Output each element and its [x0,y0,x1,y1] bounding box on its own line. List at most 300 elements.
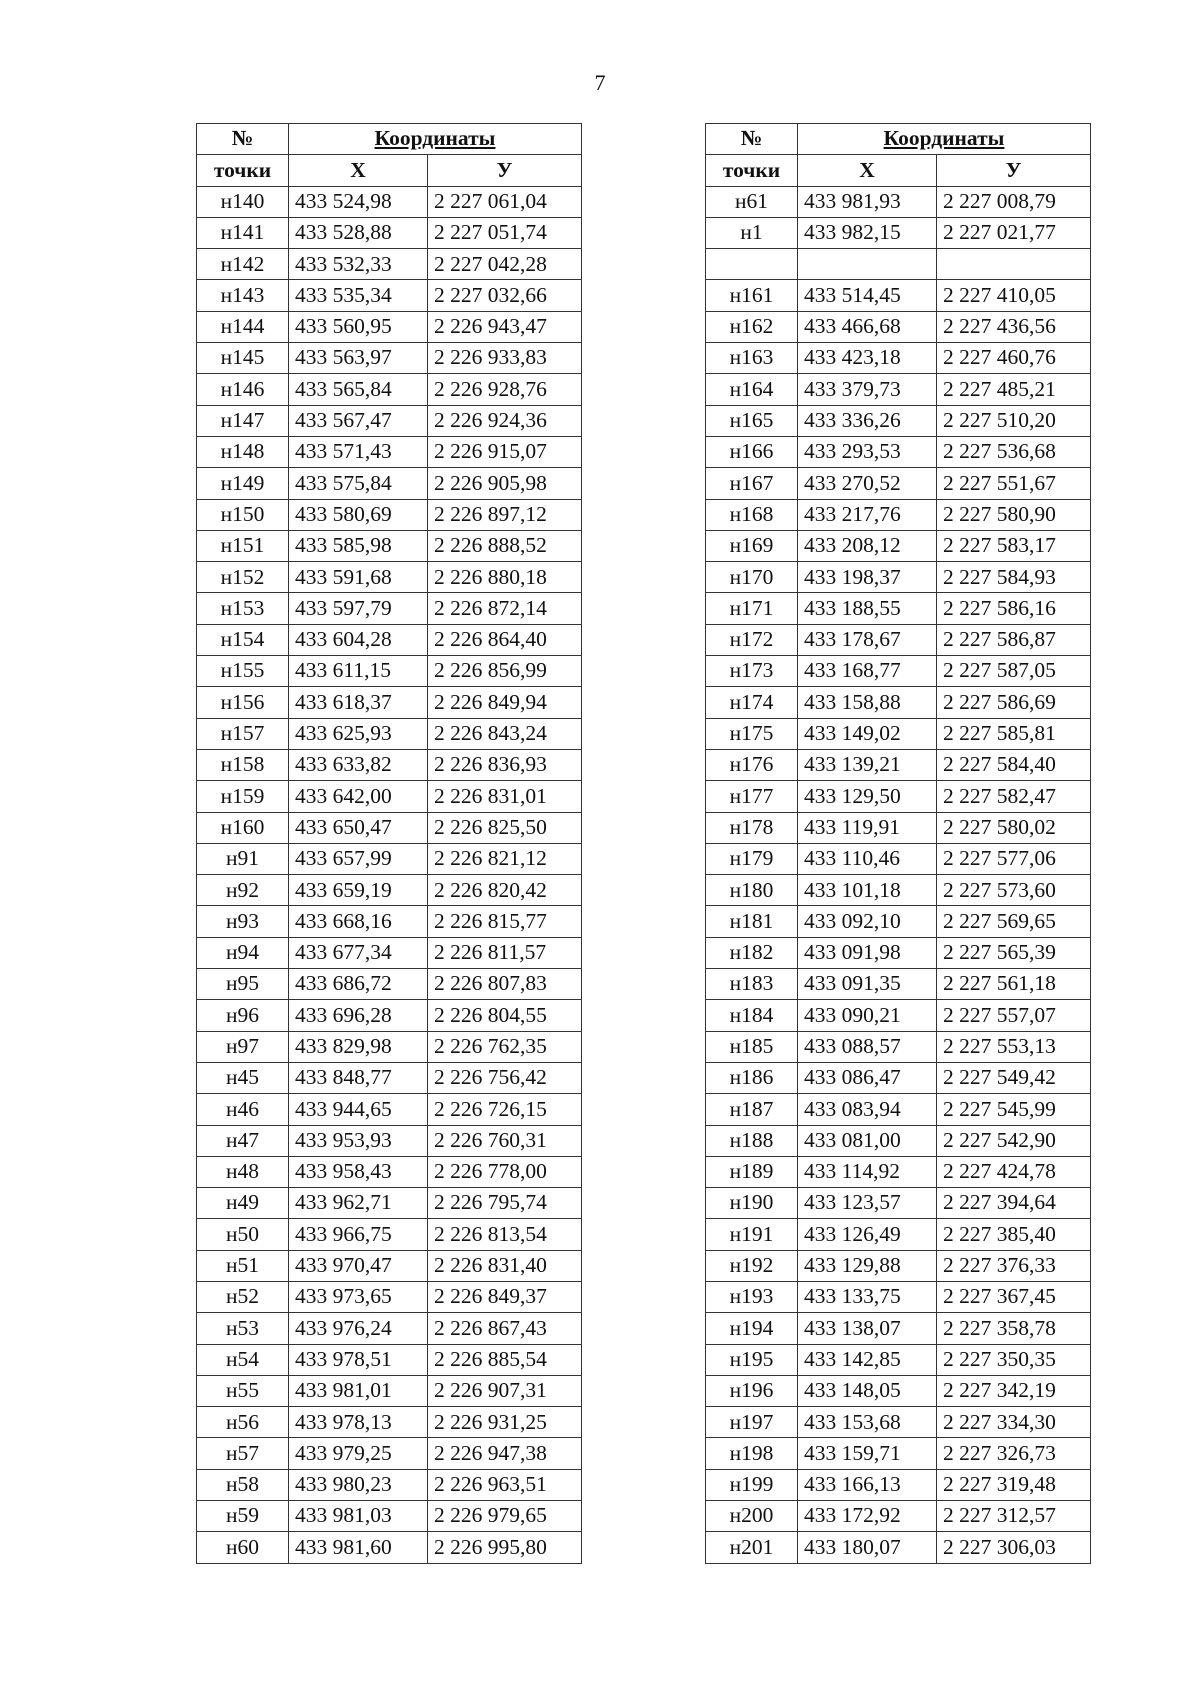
table-header-row [197,124,582,155]
x-cell: 433 597,79 [289,593,428,624]
point-cell: н55 [197,1375,289,1406]
x-cell: 433 149,02 [798,718,937,749]
table-row [197,311,582,342]
point-cell: н162 [706,311,798,342]
y-cell: 2 226 815,77 [428,906,582,937]
point-cell [706,249,798,280]
x-cell: 433 981,93 [798,186,937,217]
point-cell: н178 [706,812,798,843]
table-row [197,1250,582,1281]
y-cell [937,249,1091,280]
table-row [197,1469,582,1500]
y-cell: 2 226 726,15 [428,1094,582,1125]
x-cell: 433 514,45 [798,280,937,311]
x-cell: 433 970,47 [289,1250,428,1281]
y-cell: 2 226 760,31 [428,1125,582,1156]
x-cell: 433 848,77 [289,1062,428,1093]
point-cell: н188 [706,1125,798,1156]
x-cell: 433 659,19 [289,875,428,906]
table-row [197,1125,582,1156]
x-cell: 433 129,88 [798,1250,937,1281]
point-cell: н158 [197,749,289,780]
table-row [706,749,1091,780]
point-cell: н161 [706,280,798,311]
table-row [197,781,582,812]
point-cell: н60 [197,1532,289,1563]
point-cell: н159 [197,781,289,812]
point-cell: н160 [197,812,289,843]
y-cell: 2 226 821,12 [428,843,582,874]
y-cell: 2 226 872,14 [428,593,582,624]
y-cell: 2 226 849,37 [428,1281,582,1312]
x-cell: 433 524,98 [289,186,428,217]
y-cell: 2 226 836,93 [428,749,582,780]
table-row [706,843,1091,874]
y-cell: 2 227 549,42 [937,1062,1091,1093]
x-cell: 433 090,21 [798,1000,937,1031]
y-cell: 2 227 584,93 [937,562,1091,593]
point-cell: н47 [197,1125,289,1156]
point-cell: н154 [197,624,289,655]
table-row [706,1344,1091,1375]
point-cell: н196 [706,1375,798,1406]
x-cell: 433 611,15 [289,656,428,687]
table-row [706,1532,1091,1563]
point-cell: н148 [197,436,289,467]
y-cell: 2 227 545,99 [937,1094,1091,1125]
y-cell: 2 227 580,02 [937,812,1091,843]
x-cell: 433 565,84 [289,374,428,405]
point-cell: н50 [197,1219,289,1250]
table-row [197,593,582,624]
y-cell: 2 227 561,18 [937,969,1091,1000]
point-cell: н45 [197,1062,289,1093]
table-row [197,1532,582,1563]
y-cell: 2 226 756,42 [428,1062,582,1093]
x-cell: 433 138,07 [798,1313,937,1344]
table-row [706,656,1091,687]
y-cell: 2 226 864,40 [428,624,582,655]
x-cell: 433 696,28 [289,1000,428,1031]
point-cell: н195 [706,1344,798,1375]
y-cell: 2 226 807,83 [428,969,582,1000]
y-cell: 2 227 367,45 [937,1281,1091,1312]
y-cell: 2 227 312,57 [937,1501,1091,1532]
x-cell: 433 591,68 [289,562,428,593]
table-row [706,1188,1091,1219]
x-cell: 433 575,84 [289,468,428,499]
table-row [706,1156,1091,1187]
x-cell: 433 270,52 [798,468,937,499]
x-cell: 433 981,01 [289,1375,428,1406]
x-cell: 433 979,25 [289,1438,428,1469]
x-cell: 433 423,18 [798,343,937,374]
table-header-row [706,124,1091,155]
point-cell: н52 [197,1281,289,1312]
coordinates-table-right [705,123,1091,1564]
point-cell: н156 [197,687,289,718]
table-row [197,1062,582,1093]
y-cell: 2 226 943,47 [428,311,582,342]
y-cell: 2 227 326,73 [937,1438,1091,1469]
table-row [706,1281,1091,1312]
x-cell: 433 336,26 [798,405,937,436]
table-row [706,343,1091,374]
x-cell: 433 198,37 [798,562,937,593]
point-cell: н140 [197,186,289,217]
table-row [197,687,582,718]
x-cell: 433 133,75 [798,1281,937,1312]
table-row [706,311,1091,342]
point-cell: н152 [197,562,289,593]
table-row [197,1501,582,1532]
y-cell: 2 227 358,78 [937,1313,1091,1344]
table-row [706,969,1091,1000]
table-row [706,186,1091,217]
table-row [706,687,1091,718]
y-cell: 2 227 580,90 [937,499,1091,530]
x-cell: 433 158,88 [798,687,937,718]
x-cell: 433 677,34 [289,937,428,968]
y-cell: 2 226 924,36 [428,405,582,436]
x-cell: 433 585,98 [289,530,428,561]
y-cell: 2 226 915,07 [428,436,582,467]
x-cell: 433 563,97 [289,343,428,374]
y-cell: 2 227 350,35 [937,1344,1091,1375]
x-cell: 433 208,12 [798,530,937,561]
point-cell: н142 [197,249,289,280]
x-cell: 433 978,13 [289,1407,428,1438]
x-cell: 433 642,00 [289,781,428,812]
x-cell: 433 958,43 [289,1156,428,1187]
y-cell: 2 227 586,69 [937,687,1091,718]
point-cell: н169 [706,530,798,561]
table-row [197,1438,582,1469]
point-cell: н94 [197,937,289,968]
x-cell: 433 973,65 [289,1281,428,1312]
table-row [706,1000,1091,1031]
table-row [706,593,1091,624]
y-cell: 2 227 565,39 [937,937,1091,968]
y-cell: 2 226 825,50 [428,812,582,843]
point-cell: н61 [706,186,798,217]
table-row [706,530,1091,561]
table-row [197,1219,582,1250]
y-cell: 2 226 811,57 [428,937,582,968]
table-row [197,969,582,1000]
table-row [197,562,582,593]
table-row [197,1031,582,1062]
table-row [706,781,1091,812]
table-row [706,937,1091,968]
y-cell: 2 227 583,17 [937,530,1091,561]
y-cell: 2 226 778,00 [428,1156,582,1187]
y-column-header: У [937,155,1091,186]
x-cell: 433 139,21 [798,749,937,780]
point-cell: н173 [706,656,798,687]
y-cell: 2 227 008,79 [937,186,1091,217]
x-cell: 433 153,68 [798,1407,937,1438]
table-row [706,1062,1091,1093]
table-row [197,280,582,311]
point-cell: н143 [197,280,289,311]
x-cell: 433 126,49 [798,1219,937,1250]
point-cell: н144 [197,311,289,342]
x-cell: 433 466,68 [798,311,937,342]
point-number-header [706,124,798,155]
x-cell: 433 535,34 [289,280,428,311]
x-cell: 433 976,24 [289,1313,428,1344]
point-cell: н91 [197,843,289,874]
y-cell: 2 226 963,51 [428,1469,582,1500]
y-cell: 2 226 856,99 [428,656,582,687]
y-cell: 2 226 762,35 [428,1031,582,1062]
point-cell: н147 [197,405,289,436]
point-cell: н185 [706,1031,798,1062]
y-cell: 2 227 569,65 [937,906,1091,937]
table-row [197,1375,582,1406]
table-row [197,1156,582,1187]
point-cell: н197 [706,1407,798,1438]
point-cell: н175 [706,718,798,749]
table-row [197,1188,582,1219]
x-cell: 433 379,73 [798,374,937,405]
y-cell: 2 227 460,76 [937,343,1091,374]
table-row [706,436,1091,467]
x-cell: 433 980,23 [289,1469,428,1500]
x-cell: 433 528,88 [289,217,428,248]
coordinates-table-body [706,186,1091,1563]
table-row [706,1250,1091,1281]
point-cell: н93 [197,906,289,937]
x-cell: 433 532,33 [289,249,428,280]
y-cell: 2 226 831,40 [428,1250,582,1281]
x-cell: 433 982,15 [798,217,937,248]
point-cell: н174 [706,687,798,718]
table-row [706,906,1091,937]
y-cell: 2 227 587,05 [937,656,1091,687]
point-cell: н199 [706,1469,798,1500]
x-cell: 433 650,47 [289,812,428,843]
y-cell: 2 226 813,54 [428,1219,582,1250]
y-cell: 2 226 885,54 [428,1344,582,1375]
point-cell: н57 [197,1438,289,1469]
x-cell: 433 668,16 [289,906,428,937]
x-cell: 433 567,47 [289,405,428,436]
x-cell: 433 953,93 [289,1125,428,1156]
point-label-header: точки [197,155,289,186]
point-cell: н193 [706,1281,798,1312]
y-cell: 2 226 804,55 [428,1000,582,1031]
table-row [706,1407,1091,1438]
y-cell: 2 227 485,21 [937,374,1091,405]
point-number-header [197,124,289,155]
x-cell: 433 625,93 [289,718,428,749]
x-column-header: Х [798,155,937,186]
x-cell: 433 168,77 [798,656,937,687]
point-cell: н97 [197,1031,289,1062]
point-cell: н157 [197,718,289,749]
point-cell: н172 [706,624,798,655]
table-row [197,343,582,374]
point-cell: н181 [706,906,798,937]
table-row [197,499,582,530]
y-cell: 2 227 032,66 [428,280,582,311]
table-row [197,1000,582,1031]
x-cell: 433 119,91 [798,812,937,843]
y-cell: 2 227 585,81 [937,718,1091,749]
y-cell: 2 227 385,40 [937,1219,1091,1250]
x-cell: 433 086,47 [798,1062,937,1093]
x-cell: 433 114,92 [798,1156,937,1187]
point-cell: н48 [197,1156,289,1187]
table-row [706,1031,1091,1062]
y-cell: 2 227 334,30 [937,1407,1091,1438]
coordinates-table-body [197,186,582,1563]
table-row [197,749,582,780]
x-cell: 433 571,43 [289,436,428,467]
table-row [197,468,582,499]
point-cell: н168 [706,499,798,530]
x-cell: 433 083,94 [798,1094,937,1125]
table-row [197,405,582,436]
x-cell: 433 101,18 [798,875,937,906]
point-cell: н182 [706,937,798,968]
x-column-header: Х [289,155,428,186]
point-cell: н151 [197,530,289,561]
x-cell: 433 944,65 [289,1094,428,1125]
point-cell: н53 [197,1313,289,1344]
point-cell: н163 [706,343,798,374]
table-row [706,499,1091,530]
table-row [197,843,582,874]
table-row [706,468,1091,499]
point-cell: н186 [706,1062,798,1093]
point-cell: н141 [197,217,289,248]
table-row [706,249,1091,280]
x-cell: 433 110,46 [798,843,937,874]
x-cell: 433 293,53 [798,436,937,467]
y-cell: 2 227 536,68 [937,436,1091,467]
table-row [197,875,582,906]
table-row [706,624,1091,655]
y-cell: 2 226 928,76 [428,374,582,405]
coordinates-header: Координаты [289,124,582,155]
table-row [706,374,1091,405]
y-cell: 2 227 376,33 [937,1250,1091,1281]
table-row [197,656,582,687]
x-cell: 433 829,98 [289,1031,428,1062]
number-sign-label: № [740,126,763,151]
table-row [197,1094,582,1125]
y-cell: 2 227 410,05 [937,280,1091,311]
point-cell: н177 [706,781,798,812]
point-cell: н187 [706,1094,798,1125]
table-row [706,1375,1091,1406]
point-cell: н1 [706,217,798,248]
table-row [706,1469,1091,1500]
table-row [197,1281,582,1312]
y-cell: 2 226 897,12 [428,499,582,530]
point-cell: н150 [197,499,289,530]
table-row [706,875,1091,906]
x-cell: 433 217,76 [798,499,937,530]
table-row [706,718,1091,749]
x-cell: 433 580,69 [289,499,428,530]
x-cell: 433 560,95 [289,311,428,342]
point-cell: н95 [197,969,289,1000]
y-cell: 2 227 394,64 [937,1188,1091,1219]
y-cell: 2 226 888,52 [428,530,582,561]
x-cell: 433 686,72 [289,969,428,1000]
y-cell: 2 227 510,20 [937,405,1091,436]
point-cell: н96 [197,1000,289,1031]
table-row [197,374,582,405]
table-row [197,436,582,467]
point-cell: н49 [197,1188,289,1219]
point-cell: н192 [706,1250,798,1281]
y-column-header: У [428,155,582,186]
number-sign-label: № [231,126,254,151]
table-row [706,1125,1091,1156]
point-cell: н194 [706,1313,798,1344]
y-cell: 2 227 051,74 [428,217,582,248]
x-cell: 433 981,60 [289,1532,428,1563]
y-cell: 2 227 042,28 [428,249,582,280]
y-cell: 2 227 586,16 [937,593,1091,624]
x-cell: 433 091,98 [798,937,937,968]
point-cell: н58 [197,1469,289,1500]
point-cell: н171 [706,593,798,624]
y-cell: 2 227 342,19 [937,1375,1091,1406]
table-subheader-row [197,155,582,186]
y-cell: 2 227 424,78 [937,1156,1091,1187]
y-cell: 2 227 586,87 [937,624,1091,655]
x-cell: 433 178,67 [798,624,937,655]
table-row [197,1407,582,1438]
x-cell: 433 142,85 [798,1344,937,1375]
table-row [706,280,1091,311]
table-row [197,624,582,655]
table-row [197,217,582,248]
y-cell: 2 226 931,25 [428,1407,582,1438]
point-cell: н146 [197,374,289,405]
x-cell: 433 180,07 [798,1532,937,1563]
y-cell: 2 226 995,80 [428,1532,582,1563]
point-cell: н164 [706,374,798,405]
y-cell: 2 226 820,42 [428,875,582,906]
y-cell: 2 227 436,56 [937,311,1091,342]
x-cell: 433 088,57 [798,1031,937,1062]
y-cell: 2 227 061,04 [428,186,582,217]
x-cell: 433 129,50 [798,781,937,812]
table-subheader-row [706,155,1091,186]
x-cell [798,249,937,280]
table-row [706,562,1091,593]
y-cell: 2 227 582,47 [937,781,1091,812]
x-cell: 433 978,51 [289,1344,428,1375]
x-cell: 433 092,10 [798,906,937,937]
y-cell: 2 226 843,24 [428,718,582,749]
table-row [197,812,582,843]
table-row [197,937,582,968]
point-cell: н184 [706,1000,798,1031]
x-cell: 433 081,00 [798,1125,937,1156]
point-cell: н176 [706,749,798,780]
point-cell: н92 [197,875,289,906]
table-row [197,186,582,217]
y-cell: 2 227 306,03 [937,1532,1091,1563]
